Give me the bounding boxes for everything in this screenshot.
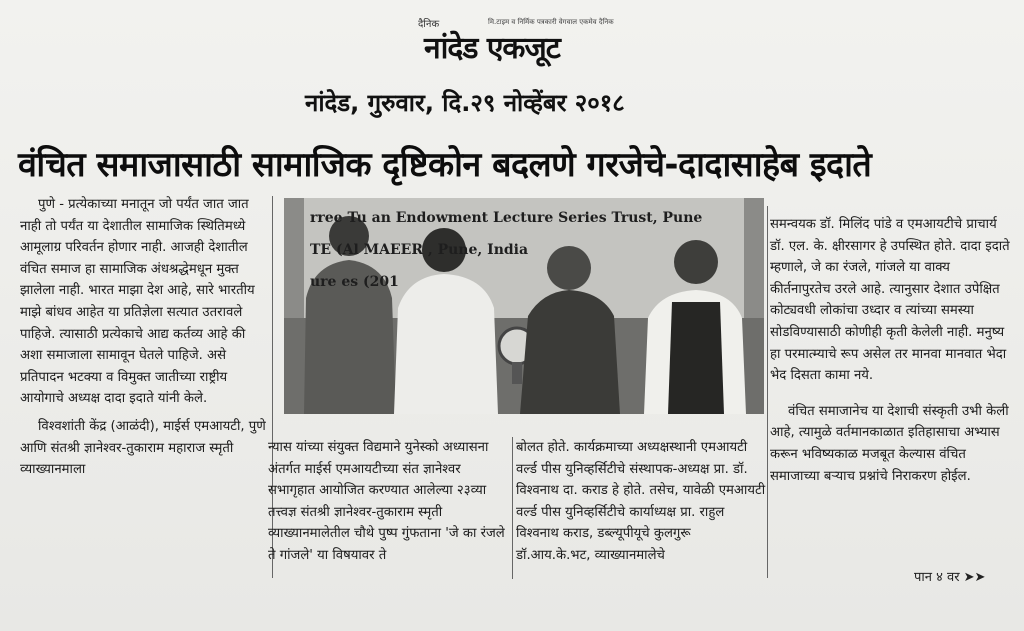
article-paragraph: विश्वशांती केंद्र (आळंदी), माईर्स एमआयटी, पुणे आणि संतश्री ज्ञानेश्वर-तुकाराम महाराज स्मृती व्याख्यानमाला xyxy=(20,418,266,478)
masthead-prefix: दैनिक xyxy=(418,19,440,30)
masthead-tagline: मि.टाइम व निर्मिक पत्रकारी वेगवाल एकमेव दैनिक xyxy=(488,18,614,26)
masthead xyxy=(380,14,710,76)
headline: वंचित समाजासाठी सामाजिक दृष्टिकोन बदलणे गरजेचे-दादासाहेब इदाते xyxy=(18,145,872,185)
dateline: नांदेड, गुरुवार, दि.२९ नोव्हेंबर २०१८ xyxy=(305,89,625,117)
article-column-middle-1 xyxy=(268,437,508,567)
article-paragraph: वंचित समाजानेच या देशाची संस्कृती उभी केली आहे, त्यामुळे वर्तमानकाळात इतिहासाचा अभ्यास करून भविष्यकाळ मजबूत केल्यास वंचित समाजाच्या बऱ्याच प्रश्नांचे निराकरण होईल. xyxy=(770,403,1009,484)
article-paragraph: बोलत होते. कार्यक्रमाच्या अध्यक्षस्थानी एमआयटी वर्ल्ड पीस युनिव्हर्सिटीचे संस्थापक-अध्यक्ष प्रा. डॉ. विश्वनाथ दा. कराड हे होते. तसेच, यावेळी एमआयटी वर्ल्ड पीस युनिव्हर्सिटीचे कार्याध्यक्ष प्रा. राहुल विश्वनाथ कराड, डब्ल्यूपीयूचे कुलगुरू डॉ.आय.के.भट, व्याख्यानमालेचे xyxy=(516,440,766,563)
article-paragraph: न्यास यांच्या संयुक्त विद्यमाने युनेस्को अध्यासना अंतर्गत माईर्स एमआयटीच्या संत ज्ञानेश्वर सभागृहात आयोजित करण्यात आलेल्या २३व्या तत्त्वज्ञ संतश्री ज्ञानेश्वर-तुकाराम स्मृती व्याख्यानमालेतील चौथे पुष्प गुंफताना 'जे का रंजले ते गांजले' या विषयावर ते xyxy=(268,440,505,563)
photo-banner-line: TE (Al MAEER , Pune, India xyxy=(310,242,529,258)
article-column-middle-2 xyxy=(516,437,766,567)
article-paragraph: समन्वयक डॉ. मिलिंद पांडे व एमआयटीचे प्राचार्य डॉ. एल. के. क्षीरसागर हे उपस्थित होते. दादा इदाते म्हणाले, जे का रंजले, गांजले या वाक्य कीर्तनापुरतेच उरले आहे. त्यानुसार देशात उपेक्षित कोट्यवधी लोकांचा उध्दार व त्यांच्या समस्या सोडविण्यासाठी कोणीही कृती केलेली नाही. मनुष्य हा परमात्म्याचे रूप असेल तर मानवा मानवात भेदा भेद दिसता कामा नये. xyxy=(770,217,1010,384)
column-rule xyxy=(767,206,768,578)
photo-banner-line: rree Tu an Endowment Lecture Series Trust, Pune xyxy=(310,210,703,226)
article-column-right xyxy=(770,214,1014,487)
photo-illustration xyxy=(284,198,764,414)
event-photo xyxy=(284,198,764,414)
column-rule xyxy=(512,437,513,579)
masthead-title: नांदेड एकजूट xyxy=(424,31,560,66)
article-paragraph: पुणे - प्रत्येकाच्या मनातून जो पर्यंत जात जात नाही तो पर्यंत या देशातील सामाजिक स्थितिमध्ये आमूलाग्र परिवर्तन होणार नाही. आजही देशातील वंचित समाज हा सामाजिक अंधश्रद्धेमधून मुक्त झालेला नाही. भारत माझा देश आहे, सारे भारतीय माझे बांधव आहेत या प्रतिज्ञेला सत्यात उतरावले पाहिजे. त्यासाठी प्रत्येकाचे आद्य कर्तव्य आहे की अशा समाजाला सामावून घेतले पाहिजे. असे प्रतिपादन भटक्या व विमुक्त जातीच्या राष्ट्रीय आयोगाचे अध्यक्ष दादा इदाते यांनी केले. xyxy=(20,197,255,407)
article-column-left xyxy=(20,194,270,481)
continued-on-page: पान ४ वर ➤➤ xyxy=(914,570,986,585)
photo-banner-line: ure es (201 xyxy=(310,274,399,290)
